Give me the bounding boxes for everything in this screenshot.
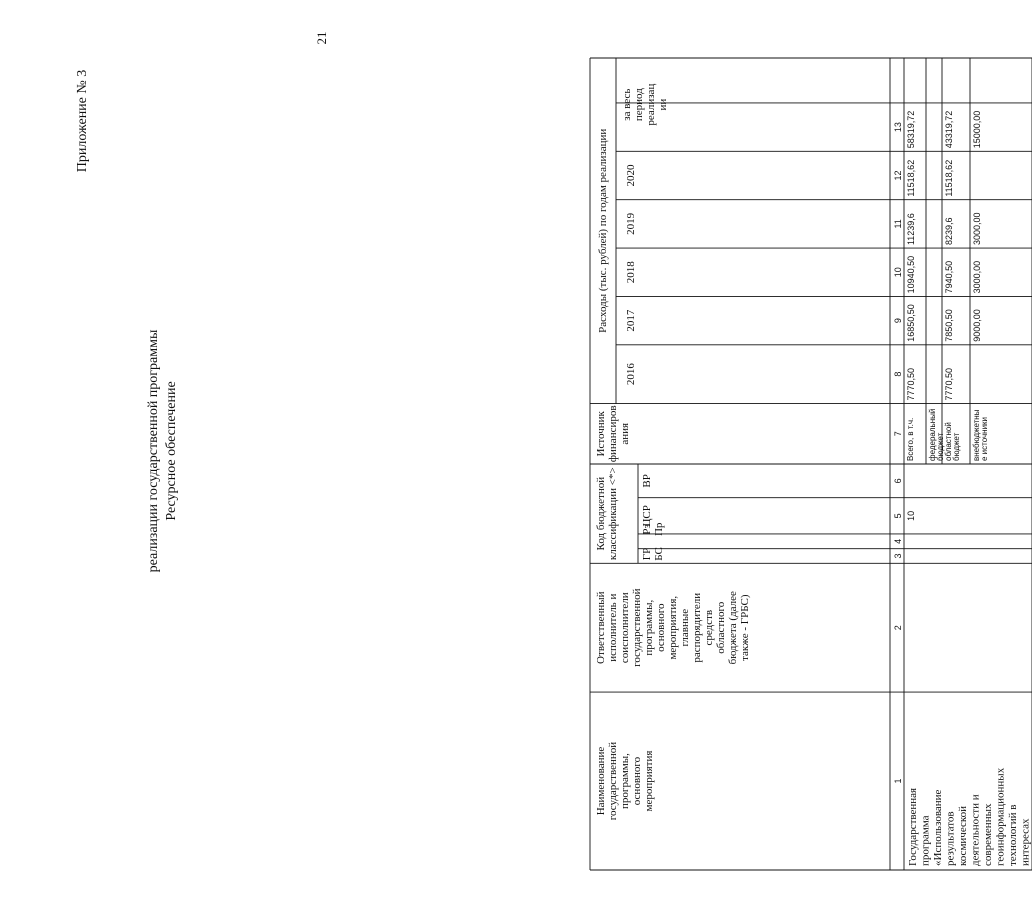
header-responsible: также - ГРБС) — [739, 594, 751, 661]
column-number: 3 — [893, 553, 903, 559]
header-total: период — [633, 88, 645, 122]
expense-value: 15000,00 — [972, 110, 982, 149]
program-name: Государственная — [907, 787, 919, 866]
header-program-name: основного — [631, 756, 643, 806]
header-total: реализац — [645, 83, 657, 126]
program-name: геоинформационных — [994, 767, 1007, 866]
header-responsible: главные — [679, 608, 691, 647]
header-expenses: Расходы (тыс. рублей) по годам реализации — [597, 128, 609, 333]
source-label: федеральный — [928, 408, 937, 461]
header-responsible: бюджета (далее — [727, 591, 739, 665]
expense-value: 11518,62 — [906, 159, 916, 197]
header-budget-code: Код бюджетной — [595, 476, 607, 551]
header-responsible: средств — [703, 609, 715, 646]
header-responsible: Ответственный — [595, 591, 607, 664]
column-number: 5 — [893, 513, 903, 519]
column-number: 8 — [893, 371, 903, 377]
header-responsible: программы, — [643, 599, 655, 656]
header-year: 2018 — [625, 261, 637, 284]
expense-value: 3000,00 — [972, 212, 982, 246]
csr-value: 10 — [906, 510, 916, 521]
source-label: бюджет — [952, 432, 961, 461]
header-rzpr: Пр — [653, 522, 665, 537]
expense-value: 7850,50 — [944, 309, 954, 342]
expense-value: 8239,6 — [944, 217, 954, 246]
header-responsible: исполнитель и — [607, 593, 619, 662]
column-number: 4 — [893, 538, 903, 544]
header-total: за весь — [621, 88, 633, 121]
column-number: 10 — [893, 267, 903, 278]
header-responsible: основного — [655, 603, 667, 652]
source-label: бюджет — [936, 432, 945, 461]
program-name: программа — [919, 815, 932, 866]
program-name: современных — [982, 803, 994, 866]
header-program-name: программы, — [619, 753, 631, 809]
appendix-label: Приложение № 3 — [75, 69, 90, 173]
expense-value: 11239,6 — [906, 213, 916, 246]
expense-value: 7940,50 — [944, 260, 954, 294]
header-responsible: распорядители — [691, 592, 703, 663]
header-source: Источник — [595, 411, 607, 457]
source-label: внебюджетны — [972, 409, 981, 461]
header-responsible: государственной — [631, 588, 643, 667]
expense-value: 58319,72 — [906, 110, 916, 149]
header-budget-code: классификации <*> — [607, 467, 619, 561]
header-total: ии — [657, 98, 669, 111]
header-csr: ЦСР — [641, 505, 653, 527]
column-number: 11 — [893, 219, 903, 229]
expense-value: 43319,72 — [944, 110, 954, 149]
column-number: 1 — [893, 778, 903, 784]
column-number: 6 — [893, 478, 903, 484]
program-name: технологий в — [1007, 804, 1019, 866]
header-source: ания — [619, 422, 631, 445]
page-number: 21 — [314, 31, 329, 45]
header-year: 2017 — [625, 309, 637, 332]
column-number: 7 — [893, 431, 903, 437]
expense-value: 3000,00 — [972, 260, 982, 294]
header-year: 2019 — [625, 212, 637, 235]
expense-value: 7770,50 — [944, 367, 954, 401]
header-rzpr: Рз — [641, 524, 653, 535]
title-line-1: Ресурсное обеспечение — [164, 381, 179, 521]
header-responsible: соисполнители — [619, 592, 631, 664]
column-number: 2 — [893, 625, 903, 631]
column-number: 13 — [893, 122, 903, 133]
expense-value: 11518,62 — [944, 159, 954, 197]
program-name: результатов — [944, 811, 957, 866]
header-program-name: Наименование — [595, 746, 607, 816]
program-name: космической — [957, 805, 969, 866]
header-program-name: мероприятия — [643, 750, 655, 812]
expense-value: 9000,00 — [972, 309, 982, 342]
header-responsible: областного — [715, 601, 727, 654]
program-name: «Использование — [932, 789, 944, 866]
column-number: 12 — [893, 170, 903, 181]
expense-value: 10940,50 — [906, 255, 916, 294]
expense-value: 7770,50 — [906, 367, 916, 401]
header-grbs: БС — [653, 547, 665, 561]
header-program-name: государственной — [607, 741, 619, 821]
header-source: финансиров — [607, 405, 619, 463]
program-name: интересах — [1019, 818, 1032, 866]
source-label: Всего, в т.ч. — [906, 417, 915, 461]
header-year: 2016 — [625, 363, 637, 386]
column-number: 9 — [893, 318, 903, 324]
header-vr: ВР — [641, 474, 653, 488]
header-year: 2020 — [625, 164, 637, 187]
header-grbs: ГР — [641, 547, 653, 561]
title-line-2: реализации государственной программы — [146, 329, 161, 573]
source-label: е источники — [980, 416, 989, 461]
expense-value: 16850,50 — [906, 304, 916, 342]
program-name: деятельности и — [969, 794, 982, 866]
source-label: областной — [944, 422, 953, 461]
resource-table — [590, 58, 1032, 870]
header-responsible: мероприятия, — [667, 595, 679, 660]
